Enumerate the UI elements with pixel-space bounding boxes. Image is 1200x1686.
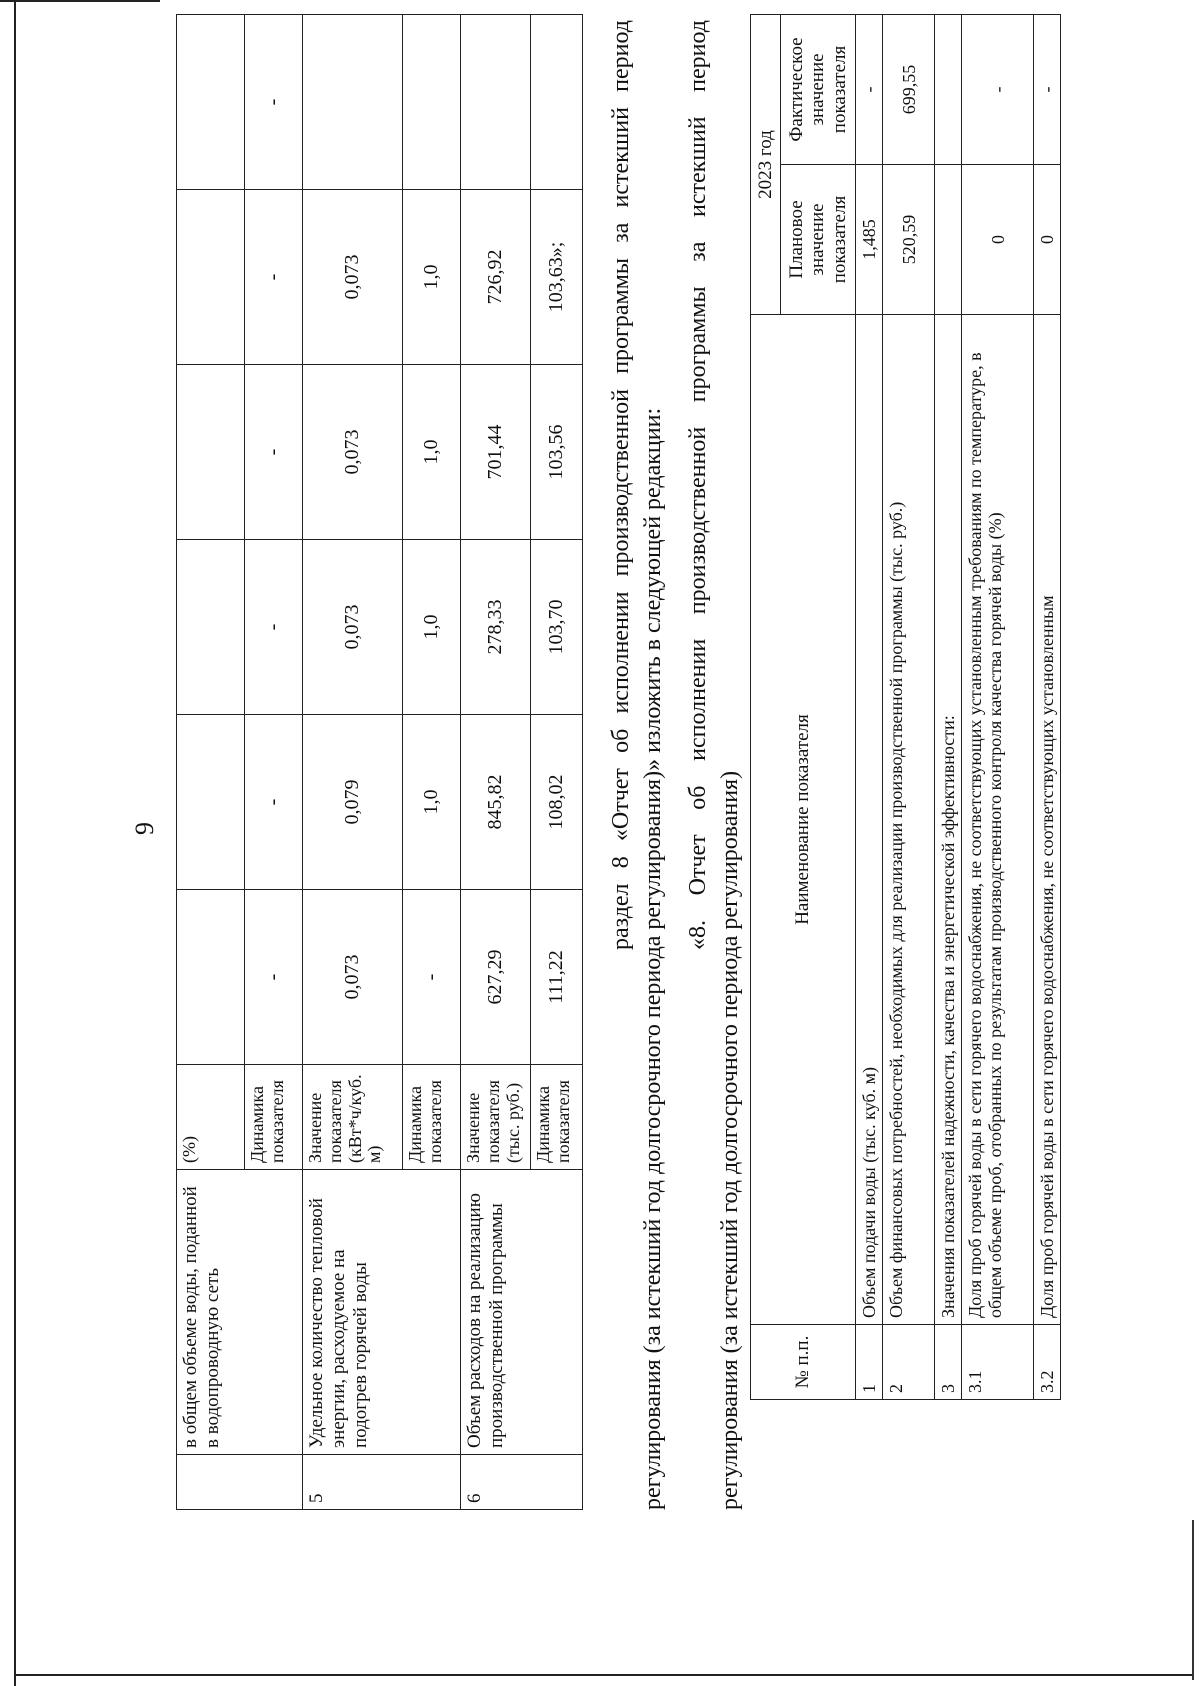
row-number: 5 — [303, 1455, 461, 1510]
indicator-unit: Динамика показателя — [531, 1065, 583, 1170]
value-cell: 278,33 — [461, 540, 531, 715]
value-cell — [303, 15, 403, 190]
value-cell: 111,22 — [531, 890, 583, 1065]
value-cell: 0,073 — [303, 890, 403, 1065]
fact-value: - — [1034, 14, 1061, 164]
row-number: 3 — [935, 1325, 962, 1400]
header-year: 2023 год — [751, 14, 781, 314]
value-cell: 103,70 — [531, 540, 583, 715]
indicator-name: в общем объеме воды, поданной в водопроводную сеть — [177, 1170, 303, 1455]
plan-value — [935, 165, 962, 315]
header-name: Наименование показателя — [751, 315, 856, 1325]
header-number: № п.п. — [751, 1325, 856, 1400]
value-cell: - — [245, 365, 303, 540]
value-cell — [177, 365, 245, 540]
value-cell: 1,0 — [403, 540, 461, 715]
indicator-unit: Значение показателя (кВт*ч/куб. м) — [303, 1065, 403, 1170]
value-cell — [177, 715, 245, 890]
value-cell: 1,0 — [403, 715, 461, 890]
indicators-table — [176, 14, 583, 1510]
row-number: 3.2 — [1034, 1325, 1061, 1400]
value-cell: 103,63»; — [531, 190, 583, 365]
value-cell — [177, 540, 245, 715]
value-cell: - — [245, 190, 303, 365]
value-cell: 1,0 — [403, 365, 461, 540]
scan-frame-right — [1192, 1520, 1194, 1680]
table-row — [883, 14, 935, 1399]
value-cell: 845,82 — [461, 715, 531, 890]
value-cell — [177, 15, 245, 190]
indicator-unit: Динамика показателя — [403, 1065, 461, 1170]
value-cell: 1,0 — [403, 190, 461, 365]
value-cell: 627,29 — [461, 890, 531, 1065]
row-number — [177, 1455, 303, 1510]
table-row — [177, 15, 245, 1510]
value-cell: 0,073 — [303, 540, 403, 715]
value-cell: - — [245, 715, 303, 890]
row-number: 3.1 — [962, 1325, 1034, 1400]
plan-value: 520,59 — [883, 165, 935, 315]
value-cell: - — [245, 540, 303, 715]
table-row — [461, 15, 531, 1510]
fact-value: - — [962, 14, 1034, 164]
indicator-name: Объем финансовых потребностей, необходимых для реализации производственной программы (тыс. руб.) — [883, 315, 935, 1325]
section-8-intro-paragraph: раздел 8 «Отчет об исполнении производственной программы за истекший период регулирования (за истекший год долгосрочного периода регулирования)» изложить в следующей редакции: — [608, 20, 667, 1510]
indicator-unit: Динамика показателя — [245, 1065, 303, 1170]
value-cell — [461, 15, 531, 190]
value-cell: 0,079 — [303, 715, 403, 890]
fact-value: 699,55 — [883, 14, 935, 164]
value-cell: - — [403, 890, 461, 1065]
table-header-row — [751, 14, 781, 1399]
indicator-unit: (%) — [177, 1065, 245, 1170]
fact-value — [935, 14, 962, 164]
indicator-name: Доля проб горячей воды в сети горячего водоснабжения, не соответствующих установленным — [1034, 315, 1061, 1325]
table-row — [962, 14, 1034, 1399]
value-cell — [177, 190, 245, 365]
value-cell — [177, 890, 245, 1065]
header-fact: Фактическое значение показателя — [781, 14, 856, 164]
value-cell: 0,073 — [303, 190, 403, 365]
plan-value: 1,485 — [856, 165, 883, 315]
indicator-name: Объем подачи воды (тыс. куб. м) — [856, 315, 883, 1325]
indicator-name: Удельное количество тепловой энергии, расходуемое на подогрев горячей воды — [303, 1170, 461, 1455]
value-cell — [403, 15, 461, 190]
program-report-table — [750, 14, 1061, 1400]
fact-value: - — [856, 14, 883, 164]
page-number: 9 — [130, 822, 159, 835]
indicator-unit: Значение показателя (тыс. руб.) — [461, 1065, 531, 1170]
row-number: 1 — [856, 1325, 883, 1400]
plan-value: 0 — [962, 165, 1034, 315]
table-row — [303, 15, 403, 1510]
table-row — [935, 14, 962, 1399]
scan-frame-bottom — [14, 1674, 1194, 1676]
row-number: 2 — [883, 1325, 935, 1400]
indicator-name: Доля проб горячей воды в сети горячего водоснабжения, не соответствующих установленным требованиям по температуре, в общем объеме проб, отобранных по результатам производственного контроля качества горячей воды (%) — [962, 315, 1034, 1325]
value-cell: 701,44 — [461, 365, 531, 540]
indicator-name: Значения показателей надежности, качества и энергетической эффективности: — [935, 315, 962, 1325]
header-plan: Плановое значение показателя — [781, 165, 856, 315]
value-cell: - — [245, 890, 303, 1065]
value-cell: 103,56 — [531, 365, 583, 540]
plan-value: 0 — [1034, 165, 1061, 315]
table-row — [856, 14, 883, 1399]
value-cell: 726,92 — [461, 190, 531, 365]
value-cell: 108,02 — [531, 715, 583, 890]
row-number: 6 — [461, 1455, 583, 1510]
value-cell — [531, 15, 583, 190]
table-row — [1034, 14, 1061, 1399]
value-cell: 0,073 — [303, 365, 403, 540]
indicator-name: Объем расходов на реализацию производственной программы — [461, 1170, 583, 1455]
section-8-title-paragraph: «8. Отчет об исполнении производственной программы за истекший период регулирования (за истекший год долгосрочного периода регулирования) — [685, 20, 744, 1510]
value-cell: - — [245, 15, 303, 190]
